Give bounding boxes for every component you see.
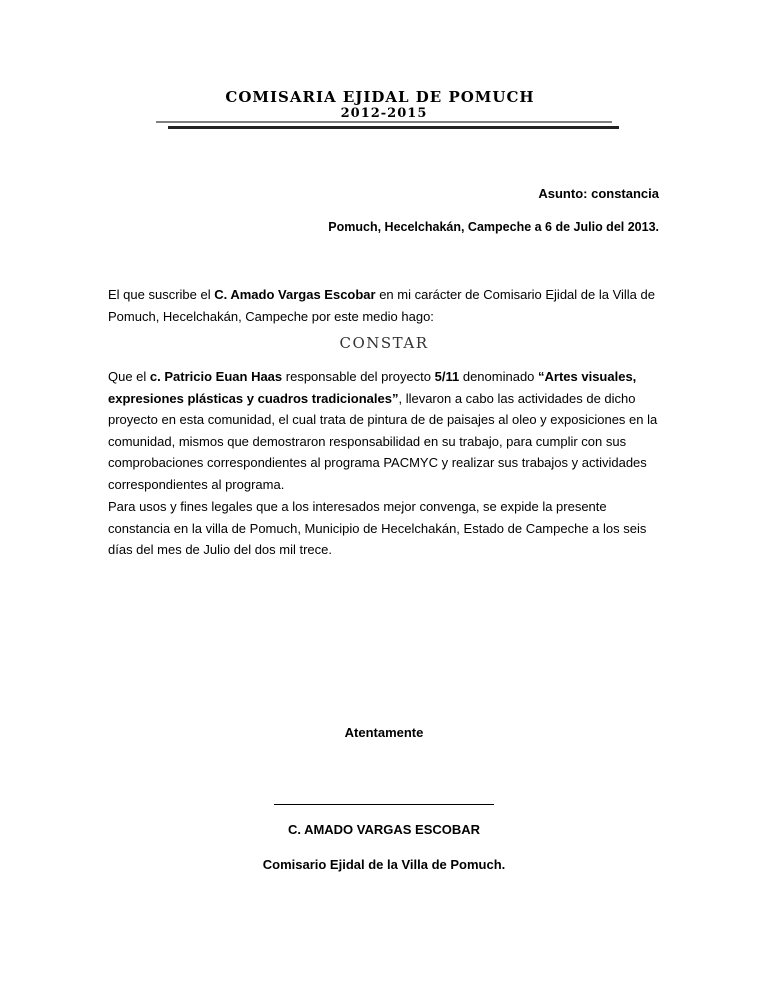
header-period-text: 2012-2015 xyxy=(340,106,428,121)
header-rule-thick xyxy=(168,126,619,129)
body-text-2: responsable del proyecto xyxy=(282,369,435,384)
signature-title: Comisario Ejidal de la Villa de Pomuch. xyxy=(262,857,506,872)
header-rule-thin xyxy=(156,121,612,123)
document-header-title xyxy=(0,88,768,106)
intro-paragraph xyxy=(108,284,664,327)
body-text-1: Que el xyxy=(108,369,150,384)
intro-text-1: El que suscribe el xyxy=(108,287,215,302)
subject-line: Asunto: constancia xyxy=(538,186,659,201)
project-number: 5/11 xyxy=(434,369,460,384)
body-paragraph xyxy=(108,366,664,495)
signer-name-inline: C. Amado Vargas Escobar xyxy=(214,287,376,302)
closing-atentamente: Atentamente xyxy=(344,725,424,740)
body-text-4: , llevaron a cabo las actividades de dicho proyecto en esta comunidad, el cual trata de pintura de de paisajes al oleo y exposiciones en la comunidad, mismos que demostraron responsabilidad en su trabajo, para cumplir con sus comprobaciones correspondientes al programa PACMYC y realizar sus trabajos y actividades correspondientes al programa. xyxy=(108,390,658,492)
legal-paragraph: Para usos y fines legales que a los interesados mejor convenga, se expide la presente constancia en la villa de Pomuch, Municipio de Hecelchakán, Estado de Campeche a los seis días del mes de Julio del dos mil trece. xyxy=(108,499,647,557)
header-title-text: COMISARIA EJIDAL DE POMUCH xyxy=(225,88,535,106)
constar-heading: CONSTAR xyxy=(339,334,429,352)
intro-text-2: en mi carácter de Comisario Ejidal de la Villa de Pomuch, Hecelchakán, Campeche por este medio hago: xyxy=(108,287,655,324)
document-header-period xyxy=(0,106,768,121)
signature-name: C. AMADO VARGAS ESCOBAR xyxy=(287,822,481,837)
body-text-3: denominado xyxy=(459,369,539,384)
responsible-name: c. Patricio Euan Haas xyxy=(149,369,283,384)
place-date-line: Pomuch, Hecelchakán, Campeche a 6 de Julio del 2013. xyxy=(328,220,659,234)
signature-line xyxy=(274,804,494,805)
project-name: “Artes visuales, expresiones plásticas y cuadros tradicionales” xyxy=(108,369,637,406)
